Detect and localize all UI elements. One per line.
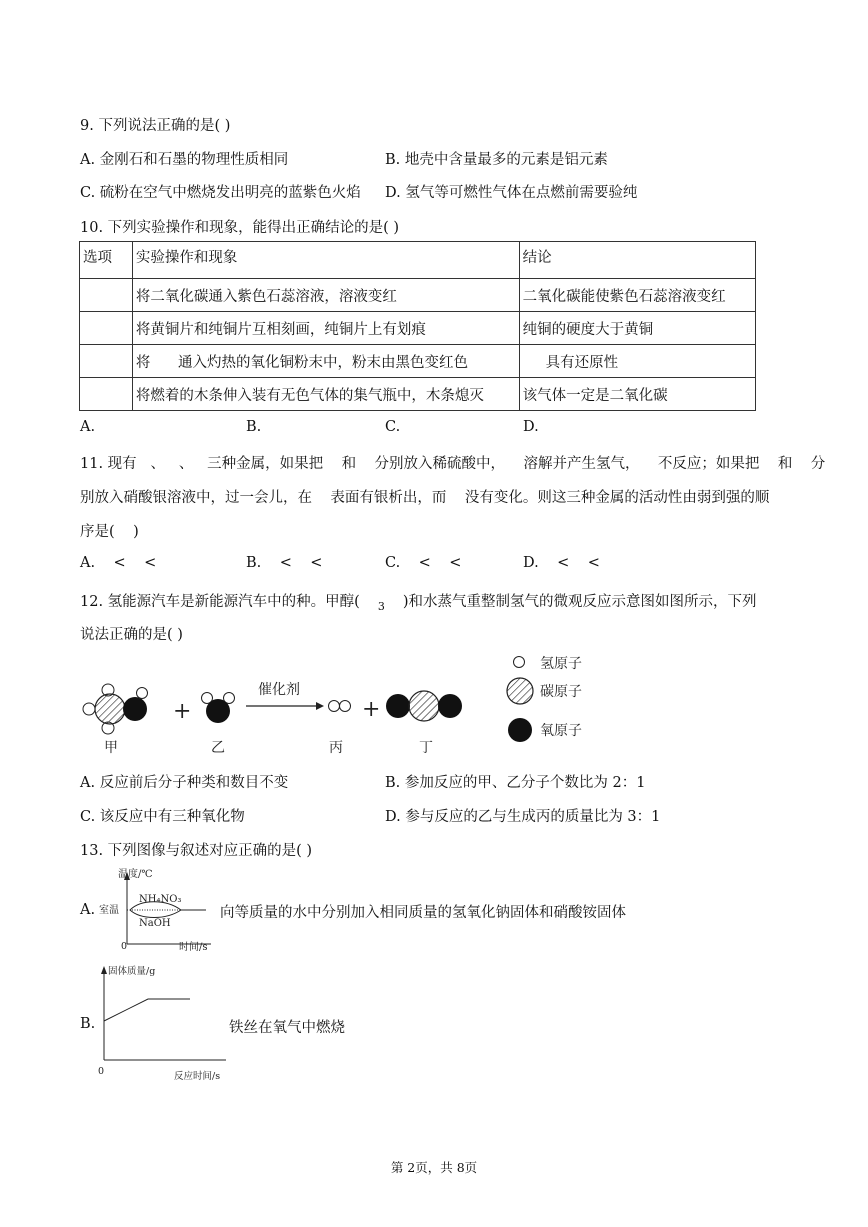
- q12-line1-part1: 12. 氢能源汽车是新能源汽车中的种。甲醇(: [80, 594, 360, 610]
- legend-carbon: 碳原子: [540, 684, 582, 700]
- q10-option-b: B.: [246, 419, 262, 435]
- q13-option-b: B.: [80, 1016, 96, 1032]
- table-cell: 该气体一定是二氧化碳: [519, 378, 755, 411]
- carbon-dioxide-molecule: [386, 691, 462, 721]
- q12-line1: [80, 590, 756, 611]
- arrow-head-icon: [316, 702, 324, 710]
- q13-option-a: A.: [80, 902, 96, 918]
- q12-subscript: 3: [377, 600, 385, 613]
- q11-option-d: D. < <: [523, 555, 600, 571]
- graph-b-ylabel: 固体质量/g: [108, 966, 156, 977]
- graph-a-upper-label: NH₄NO₃: [139, 894, 182, 905]
- table-header-cell: 实验操作和现象: [132, 242, 519, 279]
- graph-a-origin: 0: [121, 941, 128, 952]
- page-footer: 第 2页，共 8页: [390, 1160, 478, 1175]
- table-cell: [80, 312, 133, 345]
- table-cell: 具有还原性: [519, 345, 755, 378]
- reaction-diagram: [76, 648, 596, 758]
- q11-line3: 序是( ): [80, 524, 139, 540]
- graph-a-ylabel: 温度/℃: [118, 869, 153, 880]
- label-ding: 丁: [419, 740, 433, 756]
- table-cell: [80, 345, 133, 378]
- q10-option-d: D.: [523, 419, 539, 435]
- graph-a-lower-label: NaOH: [139, 918, 171, 929]
- label-yi: 乙: [211, 740, 225, 756]
- q13-option-b-text: 铁丝在氧气中燃烧: [229, 1020, 345, 1036]
- q11-option-c: C. < <: [385, 555, 462, 571]
- table-cell: 将燃着的木条伸入装有无色气体的集气瓶中，木条熄灭: [132, 378, 519, 411]
- water-molecule: [202, 693, 235, 724]
- q10-stem: 10. 下列实验操作和现象，能得出正确结论的是( ): [80, 220, 400, 236]
- table-cell: [80, 279, 133, 312]
- table-row: [80, 378, 756, 411]
- table-row: [80, 345, 756, 378]
- graph-a-room-temp: 室温: [99, 905, 119, 916]
- q10-table: [79, 241, 756, 411]
- q12-line2: 说法正确的是( ): [80, 627, 183, 643]
- q13-stem: 13. 下列图像与叙述对应正确的是( ): [80, 843, 313, 859]
- graph-b-origin: 0: [98, 1066, 105, 1077]
- q9-option-b: B. 地壳中含量最多的元素是铝元素: [385, 152, 608, 168]
- q9-option-a: A. 金刚石和石墨的物理性质相同: [80, 152, 289, 168]
- q11-option-b: B. < <: [246, 555, 323, 571]
- table-cell: 二氧化碳能使紫色石蕊溶液变红: [519, 279, 755, 312]
- legend-hydrogen: 氢原子: [540, 656, 582, 672]
- hydrogen-molecule: [329, 701, 351, 712]
- graph-a-xlabel: 时间/s: [179, 942, 208, 952]
- q11-option-a: A. < <: [80, 555, 157, 571]
- q13-option-a-text: 向等质量的水中分别加入相同质量的氢氧化钠固体和硝酸铵固体: [220, 905, 626, 921]
- plus-sign: +: [362, 697, 381, 722]
- q11-line1: 11. 现有 、 、 三种金属，如果把 和 分别放入稀硫酸中， 溶解并产生氢气， 不反应；如果把 和 分: [80, 456, 826, 472]
- q12-option-c: C. 该反应中有三种氧化物: [80, 809, 245, 825]
- label-jia: 甲: [104, 740, 118, 756]
- graph-a: [96, 866, 220, 952]
- catalyst-label: 催化剂: [258, 682, 300, 698]
- table-row: [80, 279, 756, 312]
- graph-b: [96, 962, 236, 1084]
- table-cell: 将黄铜片和纯铜片互相刻画，纯铜片上有划痕: [132, 312, 519, 345]
- plus-sign: +: [173, 699, 192, 724]
- table-cell: [80, 378, 133, 411]
- legend-oxygen: 氧原子: [540, 723, 582, 739]
- table-cell: 将二氧化碳通入紫色石蕊溶液，溶液变红: [132, 279, 519, 312]
- y-axis-arrow-icon: [101, 966, 107, 974]
- q9-option-d: D. 氢气等可燃性气体在点燃前需要验纯: [385, 185, 638, 201]
- table-cell: 将 通入灼热的氧化铜粉末中，粉末由黑色变红色: [132, 345, 519, 378]
- q9-stem: 9. 下列说法正确的是( ): [80, 118, 231, 134]
- mass-curve: [104, 999, 190, 1021]
- legend: [507, 657, 533, 743]
- table-cell: 纯铜的硬度大于黄铜: [519, 312, 755, 345]
- q12-option-d: D. 参与反应的乙与生成丙的质量比为 3：1: [385, 809, 661, 825]
- graph-b-xlabel: 反应时间/s: [174, 1071, 221, 1082]
- q9-option-c: C. 硫粉在空气中燃烧发出明亮的蓝紫色火焰: [80, 185, 361, 201]
- naoh-curve: [130, 910, 181, 918]
- table-header-row: [80, 242, 756, 279]
- table-header-cell: 结论: [519, 242, 755, 279]
- q12-option-a: A. 反应前后分子种类和数目不变: [80, 775, 289, 791]
- table-row: [80, 312, 756, 345]
- q10-option-a: A.: [80, 419, 96, 435]
- table-header-cell: 选项: [80, 242, 133, 279]
- q10-option-c: C.: [385, 419, 401, 435]
- q11-line2: 别放入硝酸银溶液中，过一会儿，在 表面有银析出，而 没有变化。则这三种金属的活动性由弱到强的顺: [80, 490, 770, 506]
- q12-option-b: B. 参加反应的甲、乙分子个数比为 2：1: [385, 775, 646, 791]
- q12-line1-part2: )和水蒸气重整制氢气的微观反应示意图如图所示，下列: [402, 594, 757, 610]
- label-bing: 丙: [329, 740, 343, 756]
- methanol-molecule: [83, 684, 148, 734]
